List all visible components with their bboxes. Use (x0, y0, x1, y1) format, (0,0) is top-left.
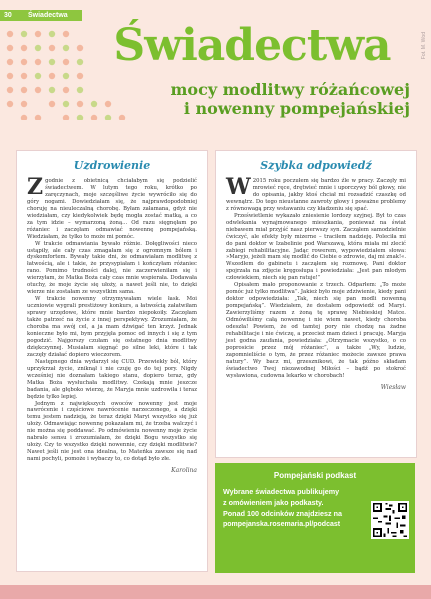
section-tab (0, 10, 82, 21)
paragraph: godnie z obietnicą chciałabym się podzielić świadectwem. W lutym tego roku, krótko po zaręczynach, moje szczęśliwe życie wywróciło się do góry nogami. Dowiedziałam się, że najprawdopodobniej choruję na nieuleczalną chorobę. Byłam załamana, gdyż nie wiedziałam, czy kiedykolwiek będę mogła zostać matką, a co za tym idzie – wymarzoną żoną... Od razu sięgnęłam po różaniec i zaczęłam odmawiać nowennę pompejańską. Wiedziałam, że tylko to może mi pomóc. (27, 178, 197, 240)
paragraph: 2015 roku poczułem się bardzo źle w pracy. Zaczęły mi mrowieć ręce, drętwieć mnie i uporczywy ból głowy, nie do opisania, jakby ktoś chciał mi rozsadzić czaszkę od wewnątrz. Do tego nieustanne zawroty głowy i poważne problemy z równowagą przy wstawaniu czy kładzeniu się spać. (226, 178, 406, 212)
podcast-link[interactable]: pompejanska.rosemaria.pl/podcast (223, 521, 341, 528)
podcast-title: Pompejański podkast (273, 471, 357, 480)
drop-cap: W (226, 174, 251, 200)
podcast-line: z omówieniem jako podkasty. (223, 498, 324, 507)
paragraph: W trakcie odmawiania bywało różnie. Dołęgliwości nieco ustąpiły, ale cały czas zmagałam się z ogromnym bólem i dyskomfortem. Bywały takie dni, że odmawiałam modlitwę z łatwością, ale i takie, że przysypiałam i kończyłam różaniec rano. Pomimo trudności dalej, nie zaczerwieniłam się i wierzyłam, że Matka Boża cały czas mnie wspierała. Dodawała otuchy, że moje życie się ułoży, a nawet jeśli nie, to dzięki wierze nie zostałam ze wszystkim sama. (27, 240, 197, 296)
podcast-line: Ponad 100 odcinków znajdziesz na (223, 509, 343, 518)
section-label: Świadectwa (28, 12, 68, 19)
article-left-heading: Uzdrowienie (73, 159, 151, 172)
subtitle-line-2: i nowenny pompejańskiej (183, 99, 410, 118)
article-left (16, 150, 208, 572)
article-right (215, 150, 417, 458)
page-title: Świadectwa (113, 20, 391, 71)
article-left-body (17, 174, 207, 463)
subtitle-line-1: mocy modlitwy różańcowej (170, 80, 410, 99)
podcast-line: Wybrane świadectwa publikujemy (223, 487, 340, 496)
paragraph: Jednym z największych owoców nowenny jest moje nawrócenie i częściowe nawrócenie narzeczonego, a dzięki temu jestem nadzieją, że teraz dzięki Maryi wszystko się już ułoży. Odmawiając nowennę pokazałam mi, że trzeba walczyć i nie można się poddawać. Po odmówieniu nowenny moje życie nabrało sensu i zrozumiałam, że dzięki Bogu wszystko się ułoży. Czy to wszystko dzięki nowennie, czy dzięki modlitwie? Nawet jeśli nie jest ona idealna, to Mateńka zawsze się nad nami pochyli, pomoże i wybaczy to, co dotąd było złe. (27, 400, 197, 463)
signature: Karolina (171, 467, 197, 475)
page-number: 30 (4, 12, 12, 19)
page-subtitle (120, 80, 410, 118)
paragraph: Opisałem mało proponowanie z trzech. Odparłem: „To może pomóc już tylko modlitwa”. Jakież było moje zdziwienie, kiedy pani doktor odpowiedziała: „Tak, niech się pan modli nowenną pompejańską”. Wiedziałem, że dostałem odpowiedź od Maryi. Zawierzyliśmy razem z żoną tę sprawę Niebieskiej Matce. Odmówiliśmy całą nowennę i nie wiem nawet, kiedy choroba odeszła! Powiem, że od tamtej pory nie chodzę na żadne rehabilitacje i nie ćwiczę, a przecież mam dzieci i pracuję. Maryja jest godna zaufania, powiedziała: „Otrzymacie wszystko, o co poprosicie przez mój różaniec”, a także „Wy, ludzie, zapomnieliście o tym, że przez różaniec możecie zawsze prawa natury”. Wy bacz mi, grzesznikowi, że tak późno składam świadectwo Twej niezawodnej Miłości – bądź po stokroć wysławiona, cudowna lekarko w chorobach! (226, 282, 406, 379)
photo-credit: Fot. M. Wod (421, 32, 427, 60)
podcast-box (215, 463, 415, 573)
qr-code-icon[interactable] (371, 501, 409, 539)
paragraph: Prześwietlenie wykazało zniesienie lordozy szyjnej. Był to czas odwlekania wynajmowanego mieszkania, ponieważ na świat niebawem miał przyjść nasz pierwszy syn. Zacząłem samodzielnie ćwiczyć, ale efekty były mizerne – traciłem nadzieję. Poleciła mi do pani doktor w Izabelinie pod Warszawą, która miała mi zlecić zabiegi rehabilitacyjne. Jadąc rowerem, wypowiedziałem słowa: »Maryjo, jeżeli mam się modlić do Ciebie o zdrowie, daj mi znak!«. Wszedłem do gabinetu i zacząłem się rozmowę. Pani doktor spojrzała na zdjęcie kręgosłupa i powiedziała: „Jest pan młodym człowiekiem, niech się pan ratuje!” (226, 212, 406, 282)
signature: Wiesław (380, 383, 406, 391)
drop-cap: Z (27, 174, 44, 200)
article-right-body (216, 174, 416, 380)
paragraph: Następnego dnia wydarzył się CUD. Przewiekły ból, który uprzykrzał życie, zniknął i nie czuję go do tej pory. Nigdy wcześniej nie doznałam takiego stanu, dopiero teraz, gdy Matka Boża wysłuchała modlitwy. Czekają mnie jeszcze badania, ale głęboko wierzę, że Maryja mnie uzdrowiła i teraz będzie tylko lepiej. (27, 358, 197, 400)
paragraph: W trakcie nowenny otrzymywałam wiele łask. Moi uczniowie wygrali prestiżowy konkurs, a łatwością załatwiłam sprawy urzędowe, które mnie bardzo niepokoiły. Zaczęłam także patrzeć na życie z innej perspektywy. Zrozumiałam, że choroba ma swój cel, a ja mam dźwigać ten krzyż. Jednak konieczne było mi, bym przyjęła pomoc od innych i się z tym pogodzić. Najgorszy czułam się ostatnego dnia modlitwy dziękczynnej. Musiałam sięgnąć po silne leki, które i tak zaczęły działać dopiero wieczorem. (27, 296, 197, 358)
article-right-heading: Szybka odpowiedź (260, 159, 372, 172)
podcast-text (215, 480, 363, 530)
bottom-border (0, 585, 431, 599)
